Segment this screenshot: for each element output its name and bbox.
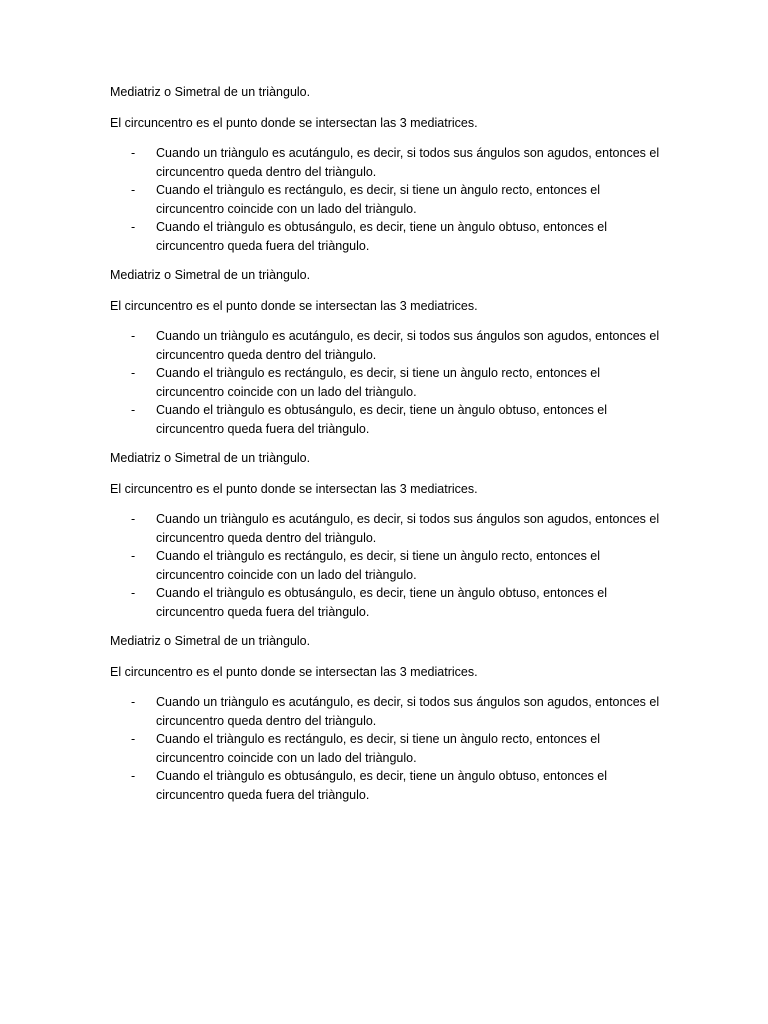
bullet-text: Cuando el triàngulo es rectángulo, es decir, si tiene un àngulo recto, entonces el circuncentro coincide con un lado del triàngulo.: [156, 549, 601, 582]
list-item: [110, 218, 670, 255]
list-item: [110, 767, 670, 804]
bullet-text: Cuando un triàngulo es acutángulo, es decir, si todos sus ángulos son agudos, entonces el circuncentro queda dentro del triàngulo.: [156, 695, 660, 728]
bullet-list: [110, 144, 670, 255]
section-heading: Mediatriz o Simetral de un triàngulo.: [110, 85, 311, 99]
bullet-text: Cuando el triàngulo es obtusángulo, es decir, tiene un àngulo obtuso, entonces el circuncentro queda fuera del triàngulo.: [156, 220, 608, 253]
section-heading: Mediatriz o Simetral de un triàngulo.: [110, 451, 311, 465]
document-body: [110, 82, 670, 804]
bullet-text: Cuando el triàngulo es rectángulo, es decir, si tiene un àngulo recto, entonces el circuncentro coincide con un lado del triàngulo.: [156, 366, 601, 399]
section-heading: Mediatriz o Simetral de un triàngulo.: [110, 634, 311, 648]
bullet-dash: -: [131, 549, 136, 563]
bullet-list: [110, 510, 670, 621]
bullet-list: [110, 327, 670, 438]
section-4: [110, 631, 670, 804]
bullet-list: [110, 693, 670, 804]
bullet-dash: -: [131, 220, 136, 234]
section-intro: El circuncentro es el punto donde se intersectan las 3 mediatrices.: [110, 665, 478, 679]
list-item: [110, 401, 670, 438]
list-item: [110, 693, 670, 730]
bullet-text: Cuando el triàngulo es rectángulo, es decir, si tiene un àngulo recto, entonces el circuncentro coincide con un lado del triàngulo.: [156, 183, 601, 216]
bullet-text: Cuando el triàngulo es obtusángulo, es decir, tiene un àngulo obtuso, entonces el circuncentro queda fuera del triàngulo.: [156, 769, 608, 802]
section-3: [110, 448, 670, 621]
section-intro: El circuncentro es el punto donde se intersectan las 3 mediatrices.: [110, 116, 478, 130]
bullet-dash: -: [131, 329, 136, 343]
bullet-dash: -: [131, 512, 136, 526]
section-2: [110, 265, 670, 438]
bullet-dash: -: [131, 403, 136, 417]
bullet-dash: -: [131, 183, 136, 197]
bullet-dash: -: [131, 586, 136, 600]
bullet-text: Cuando un triàngulo es acutángulo, es decir, si todos sus ángulos son agudos, entonces el circuncentro queda dentro del triàngulo.: [156, 512, 660, 545]
list-item: [110, 364, 670, 401]
bullet-text: Cuando un triàngulo es acutángulo, es decir, si todos sus ángulos son agudos, entonces el circuncentro queda dentro del triàngulo.: [156, 146, 660, 179]
list-item: [110, 584, 670, 621]
section-1: [110, 82, 670, 255]
bullet-text: Cuando el triàngulo es obtusángulo, es decir, tiene un àngulo obtuso, entonces el circuncentro queda fuera del triàngulo.: [156, 403, 608, 436]
bullet-dash: -: [131, 732, 136, 746]
section-intro: El circuncentro es el punto donde se intersectan las 3 mediatrices.: [110, 482, 478, 496]
bullet-text: Cuando un triàngulo es acutángulo, es decir, si todos sus ángulos son agudos, entonces el circuncentro queda dentro del triàngulo.: [156, 329, 660, 362]
list-item: [110, 181, 670, 218]
list-item: [110, 144, 670, 181]
bullet-dash: -: [131, 366, 136, 380]
list-item: [110, 730, 670, 767]
list-item: [110, 510, 670, 547]
bullet-dash: -: [131, 769, 136, 783]
bullet-text: Cuando el triàngulo es rectángulo, es decir, si tiene un àngulo recto, entonces el circuncentro coincide con un lado del triàngulo.: [156, 732, 601, 765]
bullet-text: Cuando el triàngulo es obtusángulo, es decir, tiene un àngulo obtuso, entonces el circuncentro queda fuera del triàngulo.: [156, 586, 608, 619]
list-item: [110, 327, 670, 364]
list-item: [110, 547, 670, 584]
bullet-dash: -: [131, 695, 136, 709]
section-intro: El circuncentro es el punto donde se intersectan las 3 mediatrices.: [110, 299, 478, 313]
section-heading: Mediatriz o Simetral de un triàngulo.: [110, 268, 311, 282]
bullet-dash: -: [131, 146, 136, 160]
